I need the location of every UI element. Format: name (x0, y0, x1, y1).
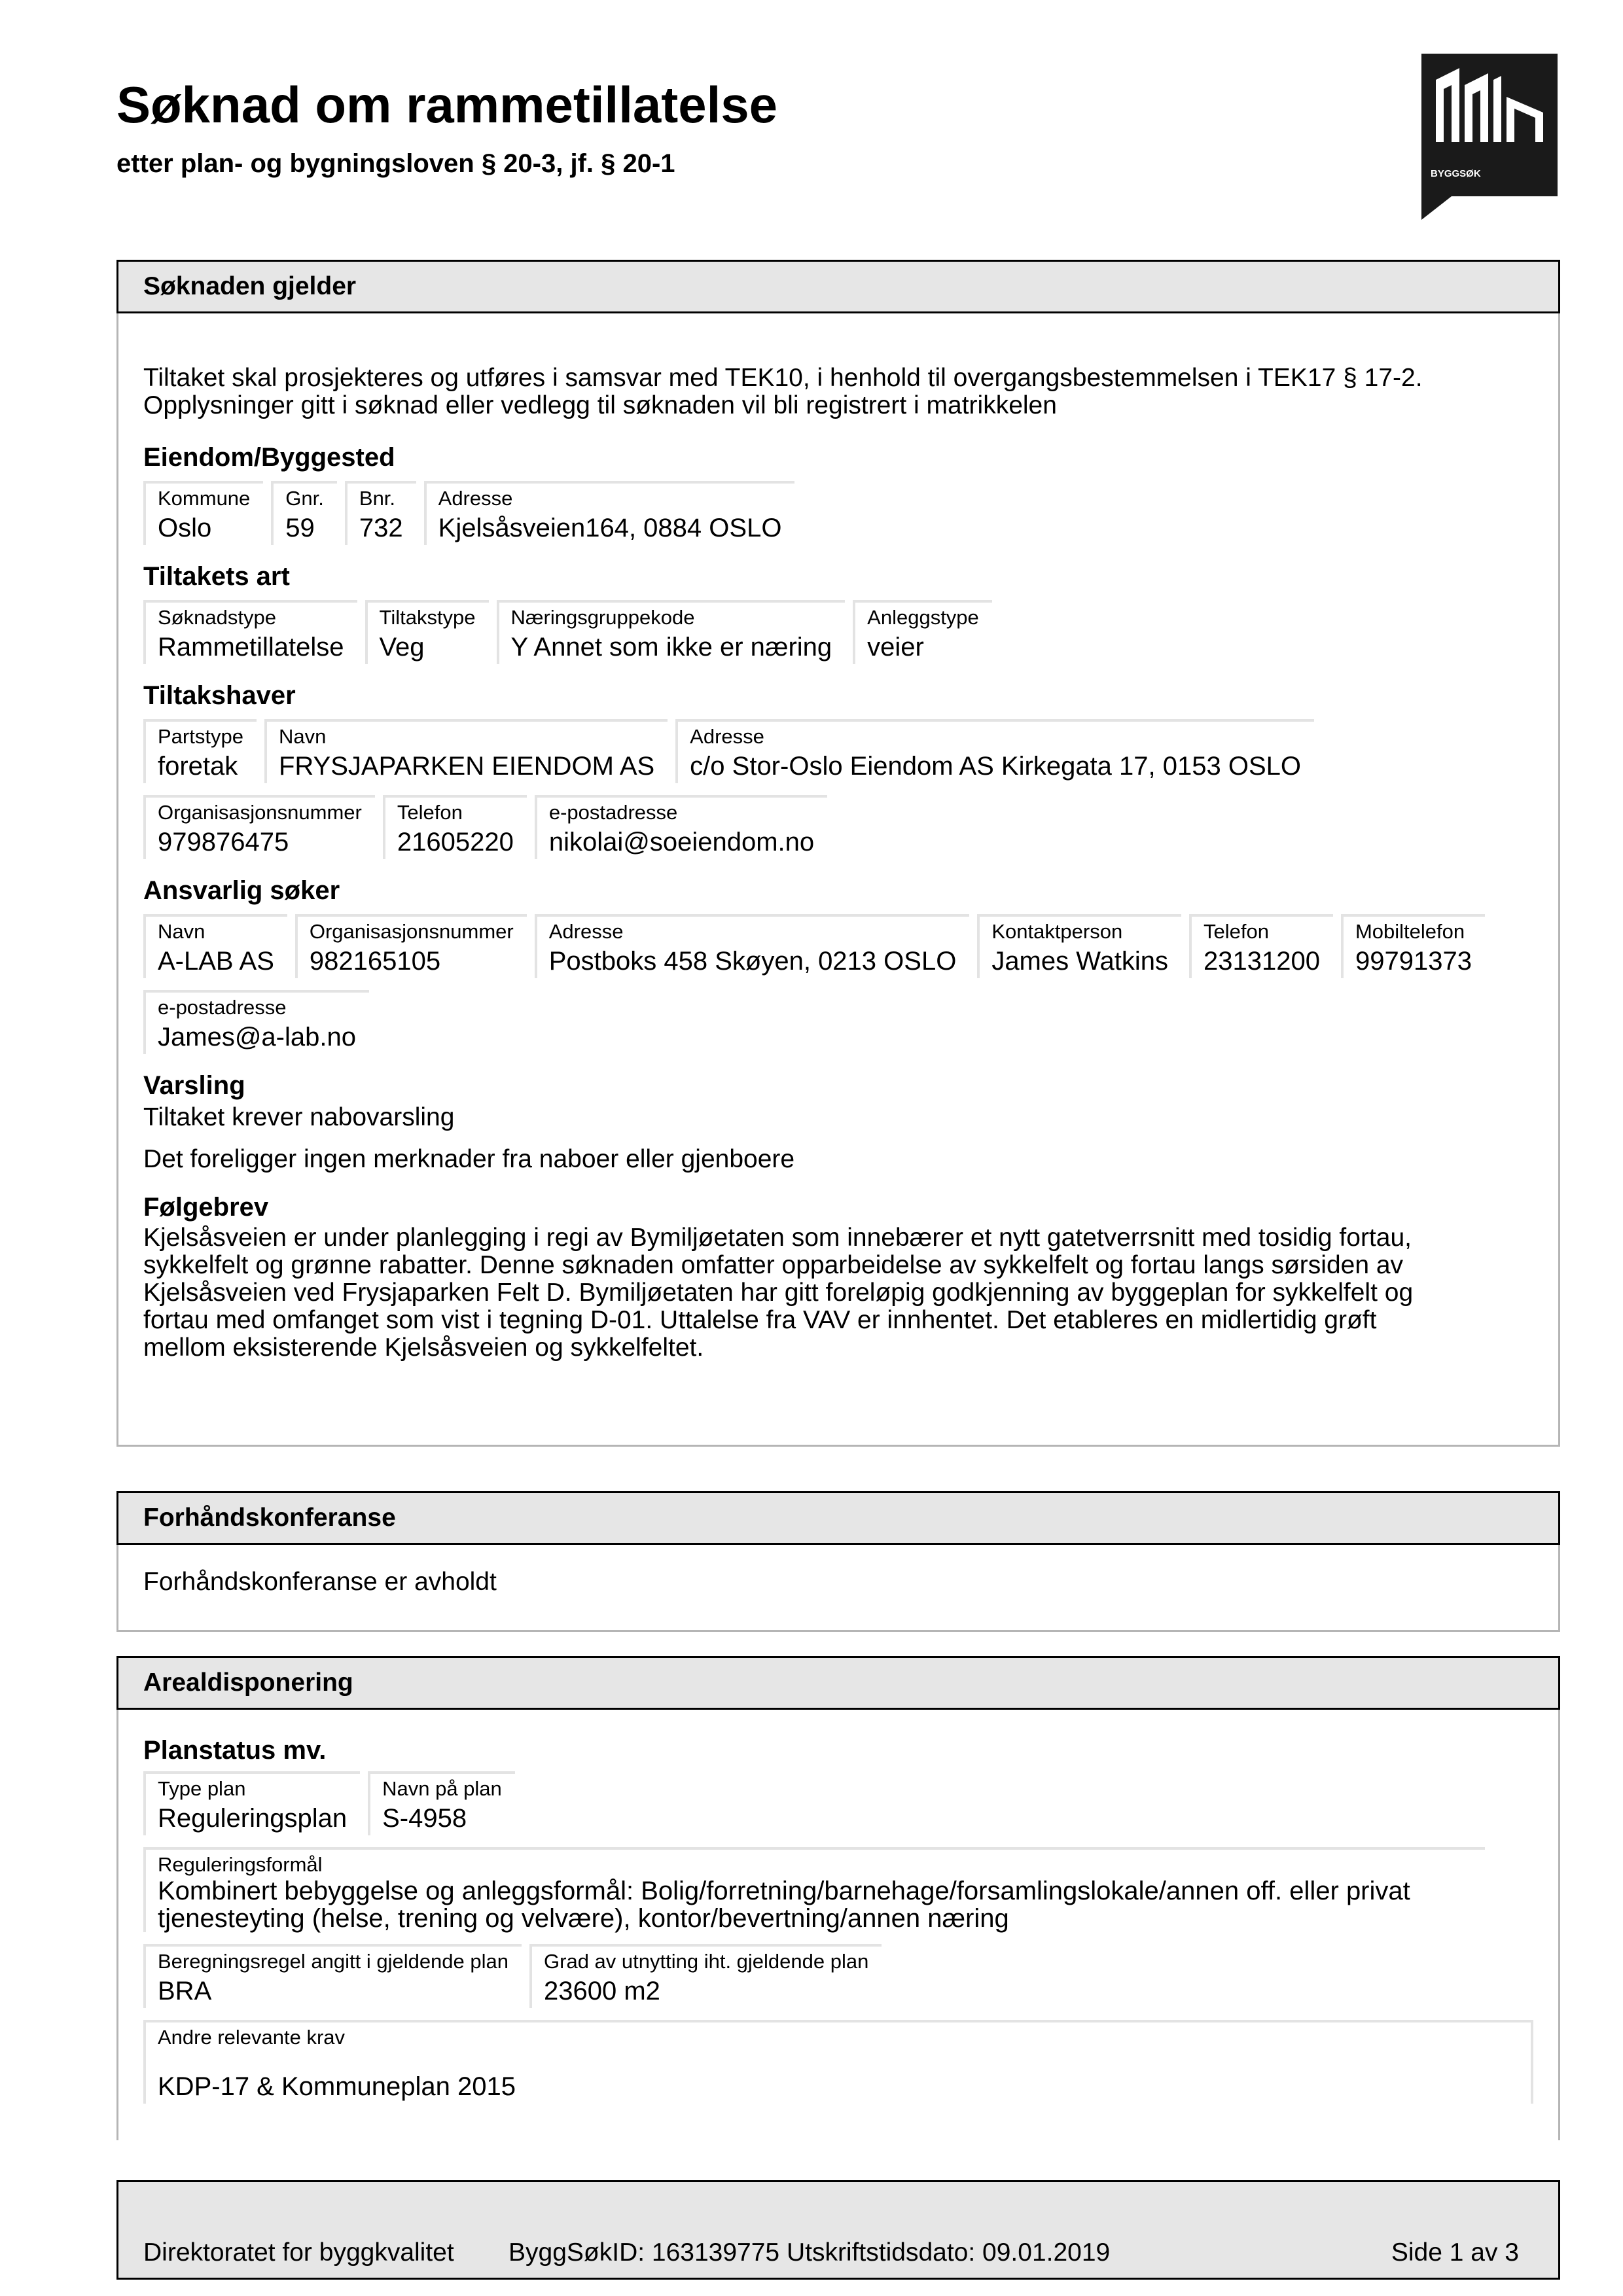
logo-text: BYGGSØK (1431, 168, 1481, 179)
planstatus-heading: Planstatus mv. (143, 1736, 327, 1765)
reguleringsformal-row (143, 1847, 1533, 1932)
field-value: FRYSJAPARKEN EIENDOM AS (278, 752, 655, 781)
field-label: Reguleringsformål (158, 1853, 323, 1876)
tiltakets-art-fields (143, 600, 1533, 664)
epost-field (143, 990, 369, 1054)
forhandskonferanse-text: Forhåndskonferanse er avholdt (143, 1568, 497, 1596)
field-value: Oslo (158, 514, 212, 542)
soknadstype-field (143, 600, 357, 664)
mobiltelefon-field (1341, 914, 1485, 978)
field-value: Postboks 458 Skøyen, 0213 OSLO (548, 947, 957, 976)
field-label: e-postadresse (158, 996, 287, 1019)
field-value: Y Annet som ikke er næring (510, 633, 832, 662)
folgebrev-text (143, 1224, 1533, 1362)
field-value: James@a-lab.no (158, 1023, 356, 1051)
field-value: KDP-17 & Kommuneplan 2015 (158, 2072, 516, 2101)
section-body (118, 313, 1558, 1362)
field-value: 23600 m2 (544, 1977, 660, 2005)
field-label: Bnr. (359, 487, 396, 510)
section-header: Forhåndskonferanse (116, 1491, 1560, 1545)
page-subtitle: etter plan- og bygningsloven § 20-3, jf. § 20-1 (116, 149, 675, 178)
field-label: Telefon (1204, 920, 1269, 943)
field-label: Kontaktperson (991, 920, 1123, 943)
field-label: Telefon (397, 801, 463, 824)
field-value: 982165105 (309, 947, 441, 976)
field-value: S-4958 (382, 1804, 467, 1833)
tiltakshaver-fields-2 (143, 795, 1533, 859)
field-label: Andre relevante krav (158, 2026, 346, 2049)
field-label: Adresse (690, 725, 764, 748)
field-label: Næringsgruppekode (510, 606, 695, 629)
anleggstype-field (853, 600, 992, 664)
intro-text (143, 364, 1533, 419)
field-value: 979876475 (158, 828, 289, 857)
field-label: Type plan (158, 1777, 246, 1800)
folgebrev-line: sykkelfelt og grønne rabatter. Denne søknaden omfatter opparbeidelse av sykkelfelt og fortau langs sørsiden av (143, 1251, 1404, 1279)
field-label: Adresse (548, 920, 624, 943)
folgebrev-line: mellom eksisterende Kjelsåsveien og sykkelfeltet. (143, 1333, 704, 1362)
beregningsregel-field (143, 1944, 522, 2008)
bnr-field (345, 481, 416, 545)
field-value: 21605220 (397, 828, 514, 857)
field-label: e-postadresse (548, 801, 678, 824)
section-arealdisponering (116, 1656, 1560, 2140)
grad-utnytting-field (529, 1944, 882, 2008)
type-plan-field (143, 1771, 360, 1835)
plan-fields (143, 1771, 1533, 1835)
byggsok-logo-icon (1421, 54, 1558, 158)
varsling-heading: Varsling (143, 1071, 245, 1100)
intro-line: Tiltaket skal prosjekteres og utføres i samsvar med TEK10, i henhold til overgangsbestemmelsen i TEK17 § 17-2. (143, 364, 1423, 392)
field-value: nikolai@soeiendom.no (548, 828, 815, 857)
orgnr-field (295, 914, 527, 978)
field-value: BRA (158, 1977, 212, 2005)
telefon-field (1189, 914, 1333, 978)
field-label: Navn (278, 725, 327, 748)
field-value: 99791373 (1355, 947, 1472, 976)
adresse-field (424, 481, 795, 545)
epost-field (535, 795, 827, 859)
field-value: Veg (379, 633, 425, 662)
orgnr-field (143, 795, 375, 859)
field-value: 59 (285, 514, 315, 542)
field-label: Organisasjonsnummer (309, 920, 514, 943)
footer-page: Side 1 av 3 (1391, 2238, 1519, 2267)
kontaktperson-field (977, 914, 1181, 978)
navn-field (143, 914, 287, 978)
varsling-line: Tiltaket krever nabovarsling (143, 1103, 455, 1131)
field-label: Adresse (438, 487, 513, 510)
andre-krav-row (143, 2020, 1533, 2104)
byggsok-logo (1421, 54, 1558, 196)
adresse-field (675, 719, 1314, 783)
reguleringsformal-line: Kombinert bebyggelse og anleggsformål: Bolig/forretning/barnehage/forsamlingslokale/annen off. eller privat (158, 1877, 1410, 1905)
field-label: Kommune (158, 487, 251, 510)
section-header: Søknaden gjelder (116, 260, 1560, 313)
field-value (158, 1877, 1472, 1932)
tiltakshaver-heading: Tiltakshaver (143, 681, 296, 710)
page-title: Søknad om rammetillatelse (116, 76, 778, 133)
tiltakets-art-heading: Tiltakets art (143, 562, 290, 591)
field-value: 732 (359, 514, 403, 542)
section-forhandskonferanse (116, 1491, 1560, 1632)
reguleringsformal-line: tjenesteyting (helse, trening og velvære), kontor/bevertning/annen næring (158, 1904, 1009, 1933)
gnr-field (271, 481, 337, 545)
footer-id: ByggSøkID: 163139775 Utskriftstidsdato: 09.01.2019 (508, 2238, 1111, 2267)
kommune-field (143, 481, 263, 545)
footer-org: Direktoratet for byggkvalitet (143, 2238, 454, 2267)
field-value: c/o Stor-Oslo Eiendom AS Kirkegata 17, 0153 OSLO (690, 752, 1301, 781)
beregning-row (143, 1944, 1533, 2008)
ansvarlig-soker-heading: Ansvarlig søker (143, 876, 340, 905)
tiltakstype-field (365, 600, 489, 664)
folgebrev-heading: Følgebrev (143, 1193, 269, 1222)
field-label: Navn (158, 920, 205, 943)
section-body (118, 1545, 1558, 1596)
field-value: James Watkins (991, 947, 1168, 976)
naeringsgruppekode-field (497, 600, 846, 664)
reguleringsformal-field (143, 1847, 1485, 1932)
section-soknaden-gjelder (116, 260, 1560, 1447)
intro-line: Opplysninger gitt i søknad eller vedlegg til søknaden vil bli registrert i matrikkelen (143, 391, 1057, 419)
partstype-field (143, 719, 257, 783)
field-value: Reguleringsplan (158, 1804, 348, 1833)
folgebrev-line: Kjelsåsveien er under planlegging i regi av Bymiljøetaten som innebærer et nytt gatetverrsnitt med tosidig fortau, (143, 1224, 1412, 1252)
field-label: Søknadstype (158, 606, 276, 629)
field-value: Rammetillatelse (158, 633, 344, 662)
field-label: Organisasjonsnummer (158, 801, 362, 824)
logo-tab (1421, 196, 1452, 220)
field-label: Gnr. (285, 487, 324, 510)
tiltakshaver-fields-1 (143, 719, 1533, 783)
field-value: veier (867, 633, 924, 662)
eiendom-fields (143, 481, 1533, 545)
folgebrev-line: Kjelsåsveien ved Frysjaparken Felt D. Bymiljøetaten har gitt foreløpig godkjenning av byggeplan for sykkelfelt og (143, 1279, 1414, 1307)
field-value: foretak (158, 752, 238, 781)
field-value: A-LAB AS (158, 947, 274, 976)
adresse-field (535, 914, 970, 978)
section-header: Arealdisponering (116, 1656, 1560, 1710)
ansvarlig-soker-fields-1 (143, 914, 1533, 978)
field-label: Mobiltelefon (1355, 920, 1465, 943)
ansvarlig-soker-fields-2 (143, 990, 1533, 1054)
field-value: Kjelsåsveien164, 0884 OSLO (438, 514, 782, 542)
eiendom-heading: Eiendom/Byggested (143, 443, 395, 472)
field-label: Anleggstype (867, 606, 979, 629)
field-value: 23131200 (1204, 947, 1320, 976)
varsling-line: Det foreligger ingen merknader fra naboer eller gjenboere (143, 1145, 795, 1173)
field-label: Grad av utnytting iht. gjeldende plan (544, 1950, 869, 1973)
field-label: Tiltakstype (379, 606, 476, 629)
field-label: Navn på plan (382, 1777, 502, 1800)
page-footer (116, 2180, 1560, 2280)
field-label: Partstype (158, 725, 243, 748)
andre-krav-field (143, 2020, 1533, 2104)
section-body (118, 1710, 1558, 2104)
folgebrev-line: fortau med omfanget som vist i tegning D-01. Uttalelse fra VAV er innhentet. Det etableres en midlertidig grøft (143, 1306, 1377, 1334)
field-label: Beregningsregel angitt i gjeldende plan (158, 1950, 509, 1973)
telefon-field (383, 795, 527, 859)
navn-field (264, 719, 668, 783)
navn-plan-field (368, 1771, 515, 1835)
